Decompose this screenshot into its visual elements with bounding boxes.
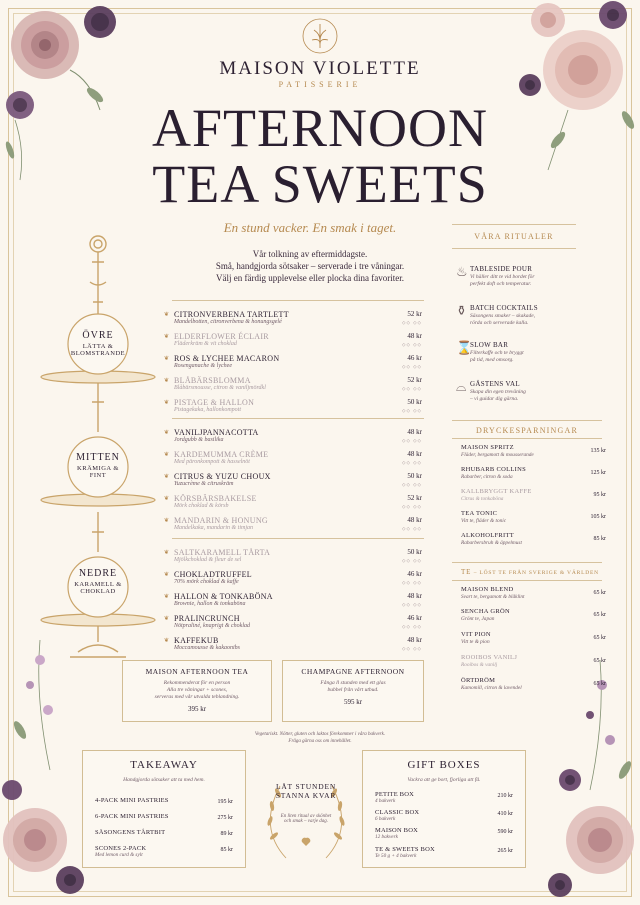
tagline: En stund vacker. En smak i taget. [223,220,397,235]
drink-name: RHUBARB COLLINS [461,466,526,473]
note-line: Vegetariskt. Nötter, gluten och laktos förekommer i våra bakverk. [254,732,386,737]
menu-item [164,612,424,634]
tea-name: ROOIBOS VANILJ [461,654,518,661]
menu-item [164,546,424,568]
gift-boxes-card [362,750,526,868]
leaf-icon: ❦ [164,430,170,436]
ritual-item [470,304,590,334]
item-price: 48 kr [407,516,422,524]
page-title-line-2: TEA SWEETS [152,154,488,214]
item-name: VANILJPANNACOTTA [174,428,259,437]
package-description [283,680,423,694]
note-line: Fråga gärna oss om innehållet. [288,739,352,744]
teapot-icon: ♨ [456,264,468,279]
drink-price: 125 kr [590,470,606,476]
item-name: PRALINCRUNCH [174,614,240,623]
item-description: Pistagekaka, hallonkompott [174,407,241,413]
tea-description: Svart te, bergamott & blåklint [461,594,525,600]
drink-price: 85 kr [593,536,606,542]
tea-price: 65 kr [593,681,606,687]
tier-title: MITTEN [76,452,120,463]
item-description: Mjölkchoklad & fleur de sel [174,557,242,563]
takeaway-item-name: SÄSONGENS TÅRTBIT [95,829,166,836]
item-name: PISTAGE & HALLON [174,398,255,407]
divider [172,300,424,301]
divider [452,580,602,581]
item-description: Mandelkaka, mandarin & timjan [174,525,253,531]
item-price: 50 kr [407,398,422,406]
center-line: LÅT STUNDEN [275,782,337,791]
tier-subtitle: LÄTTA & [82,343,114,350]
ritual-name: TABLESIDE POUR [470,265,533,273]
gift-item-price: 410 kr [497,811,513,817]
item-description: Jordgubb & basilika [174,437,224,443]
ritual-item [470,341,590,371]
tea-item [461,677,606,699]
takeaway-item [95,797,233,813]
cloche-icon: ⌓ [456,379,467,394]
ritual-name: BATCH COCKTAILS [470,304,538,312]
divider [452,420,602,421]
item-description: Nötpraliné, knaprigt & choklad [174,623,250,629]
allergen-icons: ◇◇ ◇◇ [402,364,422,369]
tier-subtitle: BLOMSTRANDE [70,350,126,357]
gift-item-name: CLASSIC BOX [375,809,420,816]
item-description: Moccamousse & kakaonibs [174,645,240,651]
gift-item-name: MAISON BOX [375,827,418,834]
item-name: KAFFEKUB [174,636,219,645]
menu-item [164,426,424,448]
drink-description: Fläder, bergamott & mousserande [461,452,534,458]
drink-item [461,532,606,554]
hourglass-icon: ⌛ [456,340,473,355]
divider [452,248,576,249]
package-desc-line: Fånga ll stunden med ett glas [320,680,386,686]
ritual-desc-line: Vi häller ditt te vid bordet för [470,274,535,280]
page-title-line-1: AFTERNOON [151,98,488,158]
menu-item [164,352,424,374]
ritual-desc-line: Filterkaffe och te bryggt [470,350,524,356]
center-line: STANNA KVAR [275,791,337,800]
drink-item [461,510,606,532]
tea-price: 65 kr [593,635,606,641]
item-name: ROS & LYCHEE MACARON [174,354,280,363]
tea-title: TE [461,568,472,576]
leaf-icon: ❦ [164,518,170,524]
leaf-icon: ❦ [164,312,170,318]
divider [452,438,602,439]
drink-price: 95 kr [593,492,606,498]
item-price: 48 kr [407,428,422,436]
ritual-description [470,389,588,403]
leaf-icon: ❦ [164,334,170,340]
tier-subtitle: FINT [89,472,107,479]
item-price: 46 kr [407,354,422,362]
item-price: 46 kr [407,570,422,578]
drink-name: ALKOHOLFRITT [461,532,515,539]
gift-boxes-title: GIFT BOXES [407,759,481,771]
item-description: Fläderkräm & vit choklad [174,341,237,347]
brand-name: MAISON VIOLETTE [219,58,421,79]
takeaway-item-name: 6-PACK MINI PASTRIES [95,813,169,820]
menu-item [164,448,424,470]
allergen-icons: ◇◇ ◇◇ [402,320,422,325]
tea-description: Rooibos & vanilj [461,662,498,668]
tea-price: 65 kr [593,658,606,664]
allergen-icons: ◇◇ ◇◇ [402,580,422,585]
tier-label-upper [58,330,138,357]
ritual-desc-line: på tid, med omsorg. [470,357,514,363]
item-name: ELDERFLOWER ÉCLAIR [174,332,269,341]
menu-section-upper [164,308,424,418]
item-price: 46 kr [407,614,422,622]
divider [452,562,602,563]
menu-item [164,568,424,590]
item-description: Med päronkompott & hasselnöt [174,459,250,465]
gift-item-description: 6 bakverk [375,816,396,822]
drink-price: 135 kr [590,448,606,454]
menu-item [164,590,424,612]
package-desc-line: serveras med vår utvalda teblandning. [154,694,240,700]
package-desc-line: Rekommenderat för en person [163,680,231,686]
menu-item [164,396,424,418]
item-name: HALLON & TONKABÖNA [174,592,273,601]
leaf-icon: ❦ [164,452,170,458]
tea-name: ÖRTDRÖM [461,677,496,684]
logo-ornament-icon [300,16,340,56]
ritual-desc-line: – vi guidar dig gärna. [470,396,519,402]
item-name: KARDEMUMMA CRÈME [174,450,269,459]
gift-item-price: 210 kr [497,793,513,799]
tea-price: 65 kr [593,590,606,596]
leaf-icon: ❦ [164,594,170,600]
gift-item-name: TE & SWEETS BOX [375,846,435,853]
item-price: 48 kr [407,592,422,600]
menu-item [164,374,424,396]
tier-title: NEDRE [78,568,118,579]
tea-name: MAISON BLEND [461,586,514,593]
drink-price: 105 kr [590,514,606,520]
allergen-note [200,731,440,745]
divider [452,224,576,225]
item-description: 70% mörk choklad & kaffe [174,579,239,585]
item-name: CITRONVERBENA TARTLETT [174,310,289,319]
package-desc-line: Alla tre våningar + scones, [166,687,228,693]
tea-item [461,631,606,653]
item-description: Blåbärsmousse, citron & vaniljmördkl [174,385,266,391]
ritual-name: GÄSTENS VAL [470,380,520,388]
tea-item [461,654,606,676]
divider [172,538,424,539]
ritual-description [470,350,588,364]
leaf-icon: ❦ [164,356,170,362]
item-price: 48 kr [407,450,422,458]
takeaway-item-name: SCONES 2-PACK [95,845,147,852]
intro-line: Välj en färdig upplevelse eller plocka dina favoriter. [216,273,404,283]
menu-item [164,470,424,492]
item-description: Yuzucrème & citruskräm [174,481,234,487]
center-desc: En liten ritual av skönhet [280,814,332,819]
gift-item [375,846,513,862]
menu-item [164,634,424,656]
allergen-icons: ◇◇ ◇◇ [402,624,422,629]
allergen-icons: ◇◇ ◇◇ [402,386,422,391]
gift-item [375,827,513,843]
gift-item [375,791,513,807]
allergen-icons: ◇◇ ◇◇ [402,526,422,531]
package-price: 595 kr [343,698,363,706]
item-description: Brownie, hallon & tonkaböna [174,601,246,607]
menu-item [164,330,424,352]
ritual-description [470,313,588,327]
allergen-icons: ◇◇ ◇◇ [402,646,422,651]
tea-item [461,608,606,630]
ritual-desc-line: perfekt doft och temperatur. [470,281,532,287]
leaf-icon: ❦ [164,638,170,644]
ritual-desc-line: Skapa din egen treväning [470,389,526,395]
intro-line: Vår tolkning av eftermiddagste. [252,249,368,259]
item-description: Rosenganache & lychee [174,363,232,369]
takeaway-item-description: Med lemon curd & sylt [95,852,143,858]
ritual-description [470,274,588,288]
package-price: 395 kr [187,705,207,713]
item-price: 48 kr [407,332,422,340]
item-price: 48 kr [407,636,422,644]
package-description [123,680,271,701]
leaf-icon: ❦ [164,474,170,480]
gift-boxes-subtitle: Vackra att ge bort, fjorliga att få. [407,777,481,783]
item-name: SALTKARAMELL TÅRTA [174,548,271,557]
package-card-maison-afternoon [122,660,272,722]
item-price: 52 kr [407,494,422,502]
allergen-icons: ◇◇ ◇◇ [402,558,422,563]
item-description: Mandelbotten, citronverbena & honungsgelé [174,319,282,325]
package-desc-line: bubbel från vårt utbud. [327,687,379,693]
takeaway-subtitle: Handgjorda sötsaker att ta med hem. [123,777,205,783]
item-name: MANDARIN & HONUNG [174,516,268,525]
gift-item-description: Te 50 g + 4 bakverk [375,853,417,859]
tea-description: Vitt te & pion [461,639,490,645]
cocktail-icon: ⚱ [456,303,467,318]
item-name: BLÅBÄRSBLOMMA [174,376,251,385]
package-title: MAISON AFTERNOON TEA [145,667,249,676]
leaf-icon: ❦ [164,550,170,556]
leaf-icon: ❦ [164,400,170,406]
drink-name: MAISON SPRITZ [461,444,514,451]
allergen-icons: ◇◇ ◇◇ [402,482,422,487]
brand-subtitle: PATISSERIE [278,80,362,89]
gift-item-description: 4 bakverk [375,798,396,804]
takeaway-card [82,750,246,868]
gift-item-price: 590 kr [497,829,513,835]
center-message [256,782,356,824]
allergen-icons: ◇◇ ◇◇ [402,438,422,443]
allergen-icons: ◇◇ ◇◇ [402,342,422,347]
ritual-item [470,265,590,295]
menu-item [164,492,424,514]
takeaway-item-price: 85 kr [220,847,233,853]
drink-description: Citrus & tonkaböna [461,496,504,502]
menu-item [164,514,424,536]
gift-item-price: 265 kr [497,848,513,854]
ritual-desc-line: Säsongens smaker – skakade, [470,313,536,319]
ritual-name: SLOW BAR [470,341,509,349]
tea-price: 65 kr [593,612,606,618]
tea-heading [461,568,606,576]
ritual-desc-line: rörda och serverade kalla. [470,320,529,326]
drinks-heading: DRYCKESPARNINGAR [475,426,579,435]
ritual-item [470,380,590,410]
tier-label-lower [58,568,138,595]
drink-description: Rabarbersbruh & äppelmust [461,540,522,546]
allergen-icons: ◇◇ ◇◇ [402,504,422,509]
takeaway-item-price: 195 kr [217,799,233,805]
item-description: Mörk choklad & körsb [174,503,229,509]
leaf-icon: ❦ [164,572,170,578]
drink-description: Vitt te, fläder & tonic [461,518,507,524]
drink-item [461,444,606,466]
tea-subtitle: – LÖST TE FRÅN SVERIGE & VÄRLDEN [473,570,599,576]
package-card-champagne-afternoon [282,660,424,722]
tea-description: Kamomill, citron & lavendel [461,685,522,691]
allergen-icons: ◇◇ ◇◇ [402,408,422,413]
allergen-icons: ◇◇ ◇◇ [402,602,422,607]
drink-name: KALLBRYGGT KAFFE [461,488,532,495]
tea-description: Grönt te, Japan [461,616,495,622]
item-price: 52 kr [407,310,422,318]
leaf-icon: ❦ [164,496,170,502]
tier-subtitle: KRÄMIGA & [77,465,119,472]
menu-item [164,308,424,330]
tea-name: VIT PION [461,631,491,638]
takeaway-title: TAKEAWAY [130,759,198,771]
item-name: KÖRSBÄRSBAKELSE [174,494,257,503]
allergen-icons: ◇◇ ◇◇ [402,460,422,465]
package-title: CHAMPAGNE AFTERNOON [301,667,405,676]
drink-description: Rabarber, citron & soda [461,474,513,480]
menu-section-lower [164,546,424,656]
drink-item [461,466,606,488]
center-desc: och smak – varje dag. [283,819,329,824]
tier-subtitle: KARAMELL & [74,581,122,588]
tier-label-middle [58,452,138,479]
takeaway-item [95,829,233,845]
menu-section-middle [164,426,424,536]
tier-title: ÖVRE [82,330,114,341]
leaf-icon: ❦ [164,616,170,622]
divider [172,418,424,419]
item-price: 50 kr [407,548,422,556]
takeaway-item-name: 4-PACK MINI PASTRIES [95,797,169,804]
takeaway-item [95,813,233,829]
tea-item [461,586,606,608]
drink-name: TEA TONIC [461,510,498,517]
drink-item [461,488,606,510]
takeaway-item-price: 89 kr [220,831,233,837]
gift-item [375,809,513,825]
gift-item-name: PETITE BOX [375,791,415,798]
gift-item-description: 12 bakverk [375,834,398,840]
takeaway-item-price: 275 kr [217,815,233,821]
leaf-icon: ❦ [164,378,170,384]
item-name: CHOKLADTRUFFEL [174,570,252,579]
intro-text [175,248,445,284]
item-price: 50 kr [407,472,422,480]
item-name: CITRUS & YUZU CHOUX [174,472,271,481]
takeaway-item [95,845,233,861]
rituals-heading: VÅRA RITUALER [474,232,554,241]
tea-name: SENCHA GRÖN [461,608,510,615]
flower-decoration-bottom-left [0,640,90,905]
intro-line: Små, handgjorda sötsaker – serverade i tre våningar. [215,261,405,271]
item-price: 52 kr [407,376,422,384]
tier-subtitle: CHOKLAD [80,588,116,595]
